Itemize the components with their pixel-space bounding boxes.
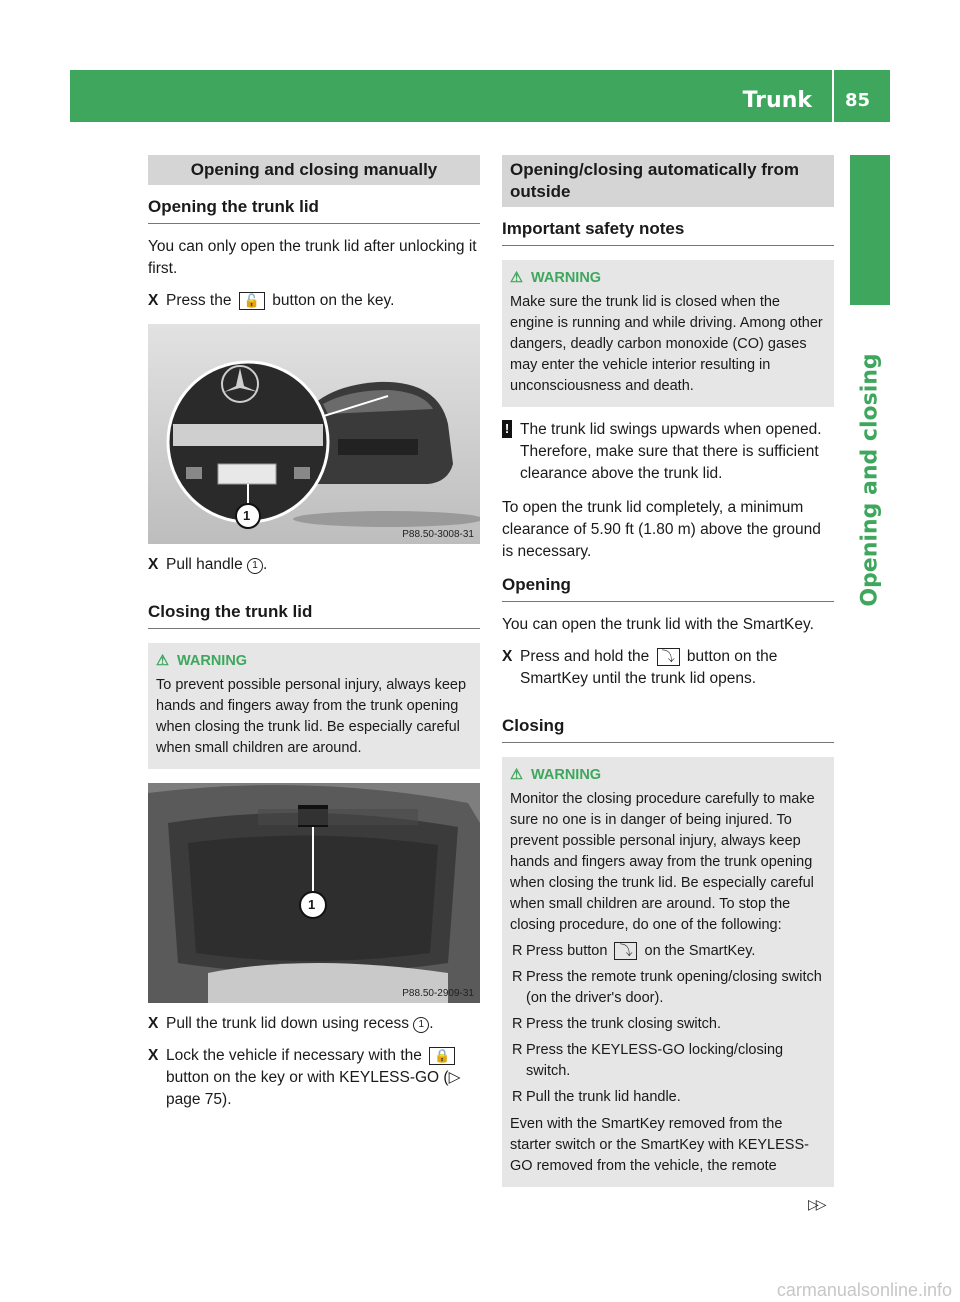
chapter-tab xyxy=(850,155,890,305)
step-text: Press the xyxy=(166,292,232,309)
bullet-icon: R xyxy=(512,1016,523,1032)
warning-triangle-icon: ⚠ xyxy=(510,270,523,286)
bullet-icon: R xyxy=(512,1089,523,1105)
list-item xyxy=(510,1040,826,1082)
page-header xyxy=(70,70,890,122)
continue-arrows-icon: ▷▷ xyxy=(808,1196,824,1212)
trunk-button-icon: ⤵ xyxy=(614,942,637,960)
step-text: . xyxy=(429,1015,434,1032)
list-text: Press the trunk closing switch. xyxy=(526,1016,722,1032)
left-column xyxy=(148,155,480,1111)
warning-label: WARNING xyxy=(531,767,602,783)
car-rear-illustration xyxy=(148,324,480,544)
step-text: Press and hold the xyxy=(520,648,650,665)
step-marker-icon: X xyxy=(502,648,513,665)
list-text: Pull the trunk lid handle. xyxy=(526,1089,681,1105)
callout-number: 1 xyxy=(243,508,251,523)
exclamation-icon: ! xyxy=(502,420,512,438)
list-item xyxy=(510,967,826,1009)
paragraph: To open the trunk lid completely, a minimum clearance of 5.90 ft (1.80 m) above the ground is necessary. xyxy=(502,499,821,560)
warning-label: WARNING xyxy=(177,653,248,669)
trunk-interior-photo xyxy=(148,783,480,1003)
section-heading: Opening/closing automatically from outside xyxy=(502,155,834,207)
step-text: button on the key or with KEYLESS-GO (▷ page 75). xyxy=(166,1069,461,1108)
step-text: Pull the trunk lid down using recess xyxy=(166,1015,409,1032)
bullet-icon: R xyxy=(512,1042,523,1058)
warning-title xyxy=(510,268,826,288)
list-text: Press the remote trunk opening/closing switch (on the driver's door). xyxy=(526,969,822,1006)
trunk-interior-illustration xyxy=(148,783,480,1003)
step-marker-icon: X xyxy=(148,556,159,573)
note-text: The trunk lid swings upwards when opened. Therefore, make sure that there is sufficient clearance above the trunk lid. xyxy=(520,421,822,482)
section-heading: Opening and closing manually xyxy=(148,155,480,185)
step-text: button on the SmartKey until the trunk lid opens. xyxy=(520,648,778,687)
page-number: 85 xyxy=(844,90,870,111)
callout-ref: 1 xyxy=(413,1017,429,1033)
subheading-closing-trunk: Closing the trunk lid xyxy=(148,590,480,629)
unlock-icon: 🔓 xyxy=(239,292,265,310)
car-rear-photo xyxy=(148,324,480,544)
warning-text: Make sure the trunk lid is closed when the engine is running and while driving. Among other dangers, deadly carbon monoxide (CO) gases may enter the vehicle interior resulting in unconsciousness and death. xyxy=(510,294,823,394)
step-item xyxy=(148,290,480,312)
warning-box xyxy=(148,643,480,769)
warning-box xyxy=(502,260,834,407)
step-item xyxy=(148,1013,480,1035)
step-marker-icon: X xyxy=(148,292,159,309)
warning-text: Monitor the closing procedure carefully to make sure no one is in danger of being injured. To prevent possible personal injury, always keep hands and fingers away from the trunk opening when closing the trunk lid. Be especially careful when small children are around. To stop the closing procedure, do one of the following: xyxy=(510,791,815,933)
lock-icon: 🔒 xyxy=(429,1047,455,1065)
bullet-icon: R xyxy=(512,969,523,985)
warning-label: WARNING xyxy=(531,270,602,286)
bullet-icon: R xyxy=(512,943,523,959)
warning-text: To prevent possible personal injury, always keep hands and fingers away from the trunk opening when closing the trunk lid. Be especially careful when small children are around. xyxy=(156,677,467,756)
chapter-title: Opening and closing xyxy=(857,353,883,607)
image-code: P88.50-2909-31 xyxy=(402,988,474,999)
warning-text: Even with the SmartKey removed from the starter switch or the SmartKey with KEYLESS-GO removed from the vehicle, the remote xyxy=(510,1116,809,1174)
step-marker-icon: X xyxy=(148,1047,159,1064)
list-text: Press the KEYLESS-GO locking/closing switch. xyxy=(526,1042,784,1079)
paragraph: You can only open the trunk lid after unlocking it first. xyxy=(148,238,477,277)
step-text: . xyxy=(263,556,268,573)
watermark: carmanualsonline.info xyxy=(776,1280,952,1300)
list-item xyxy=(510,941,826,962)
warning-triangle-icon: ⚠ xyxy=(156,653,169,669)
list-text: on the SmartKey. xyxy=(644,943,756,959)
material-damage-note xyxy=(502,419,834,485)
step-item xyxy=(148,1045,480,1111)
warning-box xyxy=(502,757,834,1187)
list-item xyxy=(510,1014,826,1035)
subheading-opening-trunk: Opening the trunk lid xyxy=(148,185,480,224)
callout-ref: 1 xyxy=(247,558,263,574)
subheading-closing: Closing xyxy=(502,704,834,743)
step-marker-icon: X xyxy=(148,1015,159,1032)
list-item xyxy=(510,1087,826,1108)
header-title: Trunk xyxy=(742,88,812,113)
warning-title xyxy=(510,765,826,785)
list-text: Press button xyxy=(526,943,608,959)
step-text: button on the key. xyxy=(272,292,395,309)
subheading-safety-notes: Important safety notes xyxy=(502,207,834,246)
step-text: Pull handle xyxy=(166,556,243,573)
paragraph: You can open the trunk lid with the SmartKey. xyxy=(502,616,814,633)
right-column xyxy=(502,155,834,1187)
trunk-button-icon: ⤵ xyxy=(657,648,680,666)
image-code: P88.50-3008-31 xyxy=(402,529,474,540)
callout-number: 1 xyxy=(308,897,316,912)
header-divider xyxy=(832,70,834,122)
warning-triangle-icon: ⚠ xyxy=(510,767,523,783)
subheading-opening: Opening xyxy=(502,563,834,602)
warning-title xyxy=(156,651,472,671)
step-item xyxy=(148,554,480,576)
step-text: Lock the vehicle if necessary with the xyxy=(166,1047,422,1064)
step-item xyxy=(502,646,834,690)
